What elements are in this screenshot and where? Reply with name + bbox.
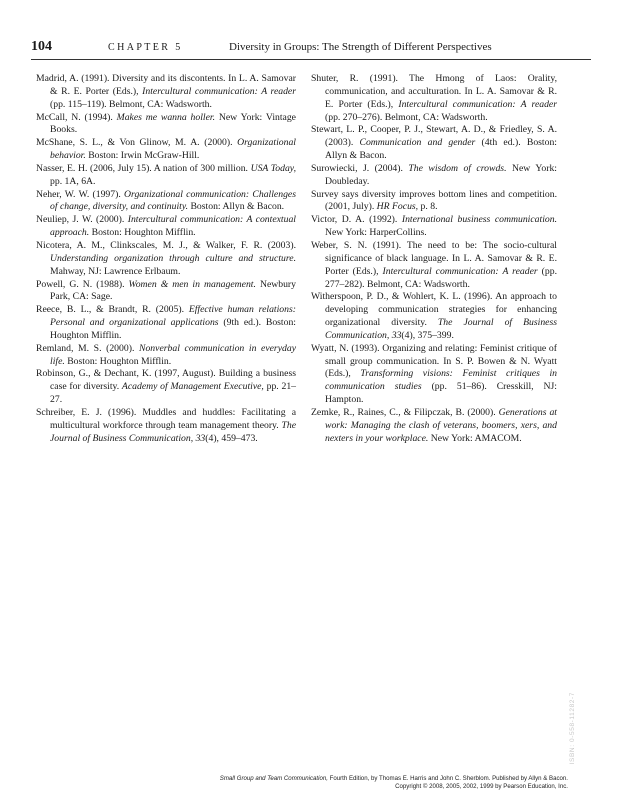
reference-entry: Zemke, R., Raines, C., & Filipczak, B. (2000). Generations at work: Managing the clash of veterans, boomers, xers, and nexters in your workplace. New York: AMACOM. [311, 406, 557, 444]
isbn-side-code: ISBN: 0-558-11282-7 [569, 692, 576, 765]
reference-entry: McShane, S. L., & Von Glinow, M. A. (2000). Organizational behavior. Boston: Irwin McGraw-Hill. [36, 137, 296, 162]
copyright-footer [220, 775, 568, 791]
reference-entry: Reece, B. L., & Brandt, R. (2005). Effective human relations: Personal and organizational applications (9th ed.). Boston: Houghton Mifflin. [36, 304, 297, 341]
running-header [31, 39, 591, 57]
references-left-column [36, 73, 296, 445]
reference-entry: Surowiecki, J. (2004). The wisdom of crowds. New York: Doubleday. [311, 162, 557, 187]
reference-entry: Robinson, G., & Dechant, K. (1997, August). Building a business case for diversity. Academy of Management Executive, pp. 21–27. [36, 368, 296, 406]
reference-entry: Stewart, L. P., Cooper, P. J., Stewart, A. D., & Friedley, S. A. (2003). Communication and gender (4th ed.). Boston: Allyn & Bacon. [311, 124, 558, 162]
reference-entry: Shuter, R. (1991). The Hmong of Laos: Orality, communication, and acculturation. In L. A. Samovar & R. E. Porter (Eds.), Intercultural communication: A reader (pp. 270–276). Belmont, CA: Wadsworth. [311, 73, 558, 123]
chapter-label: CHAPTER 5 [108, 42, 183, 53]
header-rule [31, 59, 591, 60]
reference-entry: Powell, G. N. (1988). Women & men in management. Newbury Park, CA: Sage. [36, 278, 296, 303]
reference-entry: Witherspoon, P. D., & Wohlert, K. L. (1996). An approach to developing communication strategies for enhancing organizational diversity. The Journal of Business Communication, 33(4), 375–399. [311, 291, 558, 341]
reference-entry: McCall, N. (1994). Makes me wanna holler. New York: Vintage Books. [36, 111, 296, 136]
reference-entry: Wyatt, N. (1993). Organizing and relating: Feminist critique of small group communication. In S. P. Bowen & N. Wyatt (Eds.), Transforming visions: Feminist critiques in communication studies (pp. 51–86). Cresskill, NJ: Hampton. [311, 342, 557, 406]
footer-line1: Fourth Edition, by Thomas E. Harris and John C. Sherblom. Published by Allyn & Bacon. [327, 775, 568, 782]
reference-entry: Survey says diversity improves bottom lines and competition. (2001, July). HR Focus, p. 8. [311, 188, 557, 213]
reference-entry: Remland, M. S. (2000). Nonverbal communication in everyday life. Boston: Houghton Mifflin. [36, 342, 296, 367]
references-right-column [311, 73, 557, 445]
reference-entry: Nicotera, A. M., Clinkscales, M. J., & Walker, F. R. (2003). Understanding organization through culture and structure. Mahway, NJ: Lawrence Erlbaum. [36, 239, 296, 277]
reference-entry: Neuliep, J. W. (2000). Intercultural communication: A contextual approach. Boston: Houghton Mifflin. [36, 214, 296, 239]
reference-entry: Victor, D. A. (1992). International business communication. New York: HarperCollins. [311, 214, 557, 239]
footer-line2: Copyright © 2008, 2005, 2002, 1999 by Pearson Education, Inc. [395, 783, 568, 790]
reference-entry: Nasser, E. H. (2006, July 15). A nation of 300 million. USA Today, pp. 1A, 6A. [36, 162, 296, 187]
reference-entry: Madrid, A. (1991). Diversity and its discontents. In L. A. Samovar & R. E. Porter (Eds.), Intercultural communication: A reader (pp. 115–119). Belmont, CA: Wadsworth. [36, 73, 296, 110]
page-number: 104 [31, 39, 52, 54]
reference-entry: Weber, S. N. (1991). The need to be: The socio-cultural significance of black language. In L. A. Samovar & R. E. Porter (Eds.), Intercultural communication: A reader (pp. 277–282). Belmont, CA: Wadsworth. [311, 239, 557, 290]
chapter-title: Diversity in Groups: The Strength of Different Perspectives [229, 41, 492, 53]
footer-book-title: Small Group and Team Communication, [219, 775, 328, 782]
reference-entry: Schreiber, E. J. (1996). Muddles and huddles: Facilitating a multicultural workforce through team management theory. The Journal of Business Communication, 33(4), 459–473. [36, 406, 296, 444]
reference-entry: Neher, W. W. (1997). Organizational communication: Challenges of change, diversity, and continuity. Boston: Allyn & Bacon. [36, 188, 296, 213]
